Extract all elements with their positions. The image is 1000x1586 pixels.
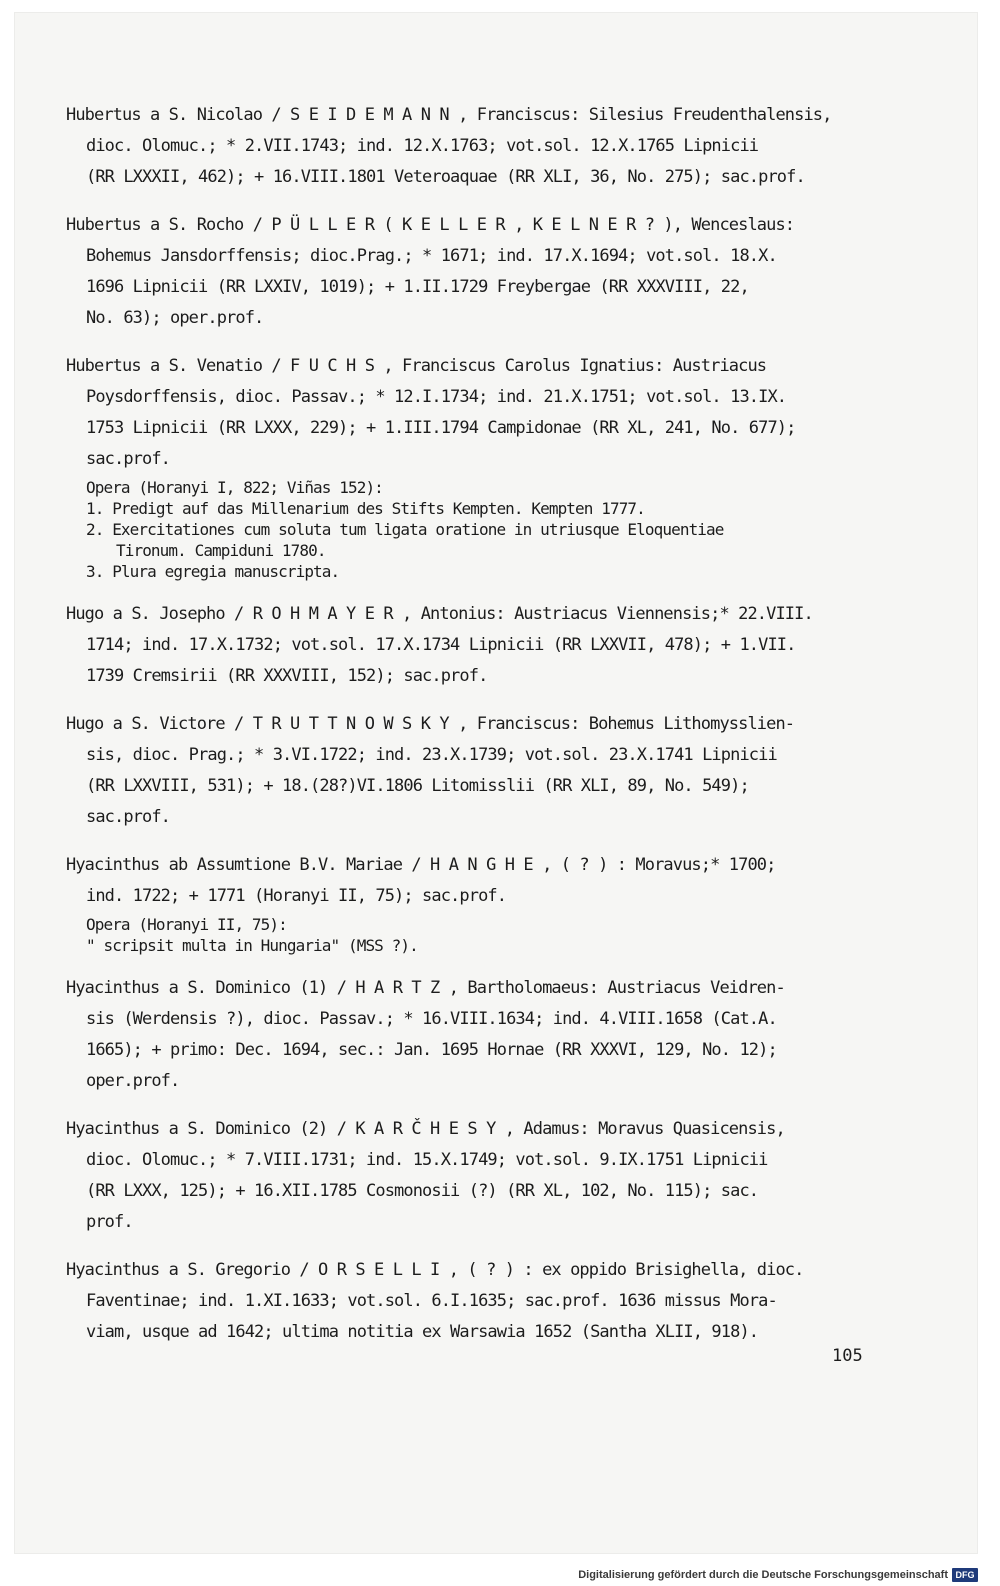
entry-list bbox=[66, 100, 926, 1365]
entry-line: ind. 1722; + 1771 (Horanyi II, 75); sac.prof. bbox=[86, 886, 507, 906]
opera-line: 3. Plura egregia manuscripta. bbox=[86, 562, 340, 581]
entry-hugo-josepho bbox=[66, 599, 926, 692]
entry-hyacinthus-dominico-1 bbox=[66, 973, 926, 1097]
entry-line: 1696 Lipnicii (RR LXXIV, 1019); + 1.II.1729 Freybergae (RR XXXVIII, 22, bbox=[86, 277, 749, 297]
entry-line: prof. bbox=[86, 1212, 133, 1232]
entry-line: Bohemus Jansdorffensis; dioc.Prag.; * 1671; ind. 17.X.1694; vot.sol. 18.X. bbox=[86, 246, 777, 266]
entry-line: Poysdorffensis, dioc. Passav.; * 12.I.1734; ind. 21.X.1751; vot.sol. 13.IX. bbox=[86, 387, 787, 407]
entry-hubertus-rocho bbox=[66, 210, 926, 334]
opera-line: 1. Predigt auf das Millenarium des Stifts Kempten. Kempten 1777. bbox=[86, 499, 645, 518]
entry-line: dioc. Olomuc.; * 2.VII.1743; ind. 12.X.1763; vot.sol. 12.X.1765 Lipnicii bbox=[86, 136, 759, 156]
dfg-logo-icon: DFG bbox=[952, 1568, 978, 1582]
entry-hyacinthus-assumtione bbox=[66, 850, 926, 956]
entry-line: Hyacinthus a S. Gregorio / O R S E L L I , ( ? ) : ex oppido Brisighella, dioc. bbox=[66, 1260, 804, 1280]
page-number: 105 bbox=[832, 1346, 863, 1366]
opera-block bbox=[66, 914, 926, 956]
entry-line: oper.prof. bbox=[86, 1071, 180, 1091]
entry-line: Hyacinthus ab Assumtione B.V. Mariae / H A N G H E , ( ? ) : Moravus;* 1700; bbox=[66, 855, 776, 875]
entry-line: 1665); + primo: Dec. 1694, sec.: Jan. 1695 Hornae (RR XXXVI, 129, No. 12); bbox=[86, 1040, 777, 1060]
entry-line: Hugo a S. Josepho / R O H M A Y E R , Antonius: Austriacus Viennensis;* 22.VIII. bbox=[66, 604, 813, 624]
opera-line: Tironum. Campiduni 1780. bbox=[116, 541, 326, 560]
entry-line: sac.prof. bbox=[86, 449, 171, 469]
entry-line: (RR LXXX, 125); + 16.XII.1785 Cosmonosii (?) (RR XL, 102, No. 115); sac. bbox=[86, 1181, 759, 1201]
entry-line: dioc. Olomuc.; * 7.VIII.1731; ind. 15.X.1749; vot.sol. 9.IX.1751 Lipnicii bbox=[86, 1150, 768, 1170]
entry-line: Hubertus a S. Rocho / P Ü L L E R ( K E L L E R , K E L N E R ? ), Wenceslaus: bbox=[66, 215, 795, 235]
entry-line: 1753 Lipnicii (RR LXXX, 229); + 1.III.1794 Campidonae (RR XL, 241, No. 677); bbox=[86, 418, 796, 438]
entry-line: Hugo a S. Victore / T R U T T N O W S K Y , Franciscus: Bohemus Lithomysslien- bbox=[66, 714, 795, 734]
entry-line: Faventinae; ind. 1.XI.1633; vot.sol. 6.I.1635; sac.prof. 1636 missus Mora- bbox=[86, 1291, 777, 1311]
entry-hugo-victore bbox=[66, 709, 926, 833]
opera-line: 2. Exercitationes cum soluta tum ligata oratione in utriusque Eloquentiae bbox=[86, 520, 724, 539]
entry-line: sac.prof. bbox=[86, 807, 171, 827]
entry-line: Hyacinthus a S. Dominico (2) / K A R Č H E S Y , Adamus: Moravus Quasicensis, bbox=[66, 1119, 785, 1139]
entry-line: Hubertus a S. Nicolao / S E I D E M A N N , Franciscus: Silesius Freudenthalensis, bbox=[66, 105, 832, 125]
entry-hubertus-venatio bbox=[66, 351, 926, 582]
entry-hyacinthus-gregorio bbox=[66, 1255, 926, 1348]
entry-line: sis, dioc. Prag.; * 3.VI.1722; ind. 23.X.1739; vot.sol. 23.X.1741 Lipnicii bbox=[86, 745, 777, 765]
entry-line: 1714; ind. 17.X.1732; vot.sol. 17.X.1734 Lipnicii (RR LXXVII, 478); + 1.VII. bbox=[86, 635, 796, 655]
footer bbox=[578, 1568, 978, 1582]
entry-line: No. 63); oper.prof. bbox=[86, 308, 264, 328]
opera-line: Opera (Horanyi I, 822; Viñas 152): bbox=[86, 478, 383, 497]
opera-line: " scripsit multa in Hungaria" (MSS ?). bbox=[86, 936, 418, 955]
entry-line: Hyacinthus a S. Dominico (1) / H A R T Z , Bartholomaeus: Austriacus Veidren- bbox=[66, 978, 785, 998]
entry-line: sis (Werdensis ?), dioc. Passav.; * 16.VIII.1634; ind. 4.VIII.1658 (Cat.A. bbox=[86, 1009, 777, 1029]
entry-line: viam, usque ad 1642; ultima notitia ex Warsawia 1652 (Santha XLII, 918). bbox=[86, 1322, 759, 1342]
entry-hubertus-nicolao bbox=[66, 100, 926, 193]
entry-line: (RR LXXVIII, 531); + 18.(28?)VI.1806 Litomisslii (RR XLI, 89, No. 549); bbox=[86, 776, 749, 796]
entry-line: (RR LXXXII, 462); + 16.VIII.1801 Veteroaquae (RR XLI, 36, No. 275); sac.prof. bbox=[86, 167, 805, 187]
entry-line: Hubertus a S. Venatio / F U C H S , Franciscus Carolus Ignatius: Austriacus bbox=[66, 356, 767, 376]
opera-block bbox=[66, 477, 926, 582]
funding-notice: Digitalisierung gefördert durch die Deutsche Forschungsgemeinschaft bbox=[578, 1569, 948, 1581]
entry-hyacinthus-dominico-2 bbox=[66, 1114, 926, 1238]
opera-line: Opera (Horanyi II, 75): bbox=[86, 915, 287, 934]
entry-line: 1739 Cremsirii (RR XXXVIII, 152); sac.prof. bbox=[86, 666, 488, 686]
